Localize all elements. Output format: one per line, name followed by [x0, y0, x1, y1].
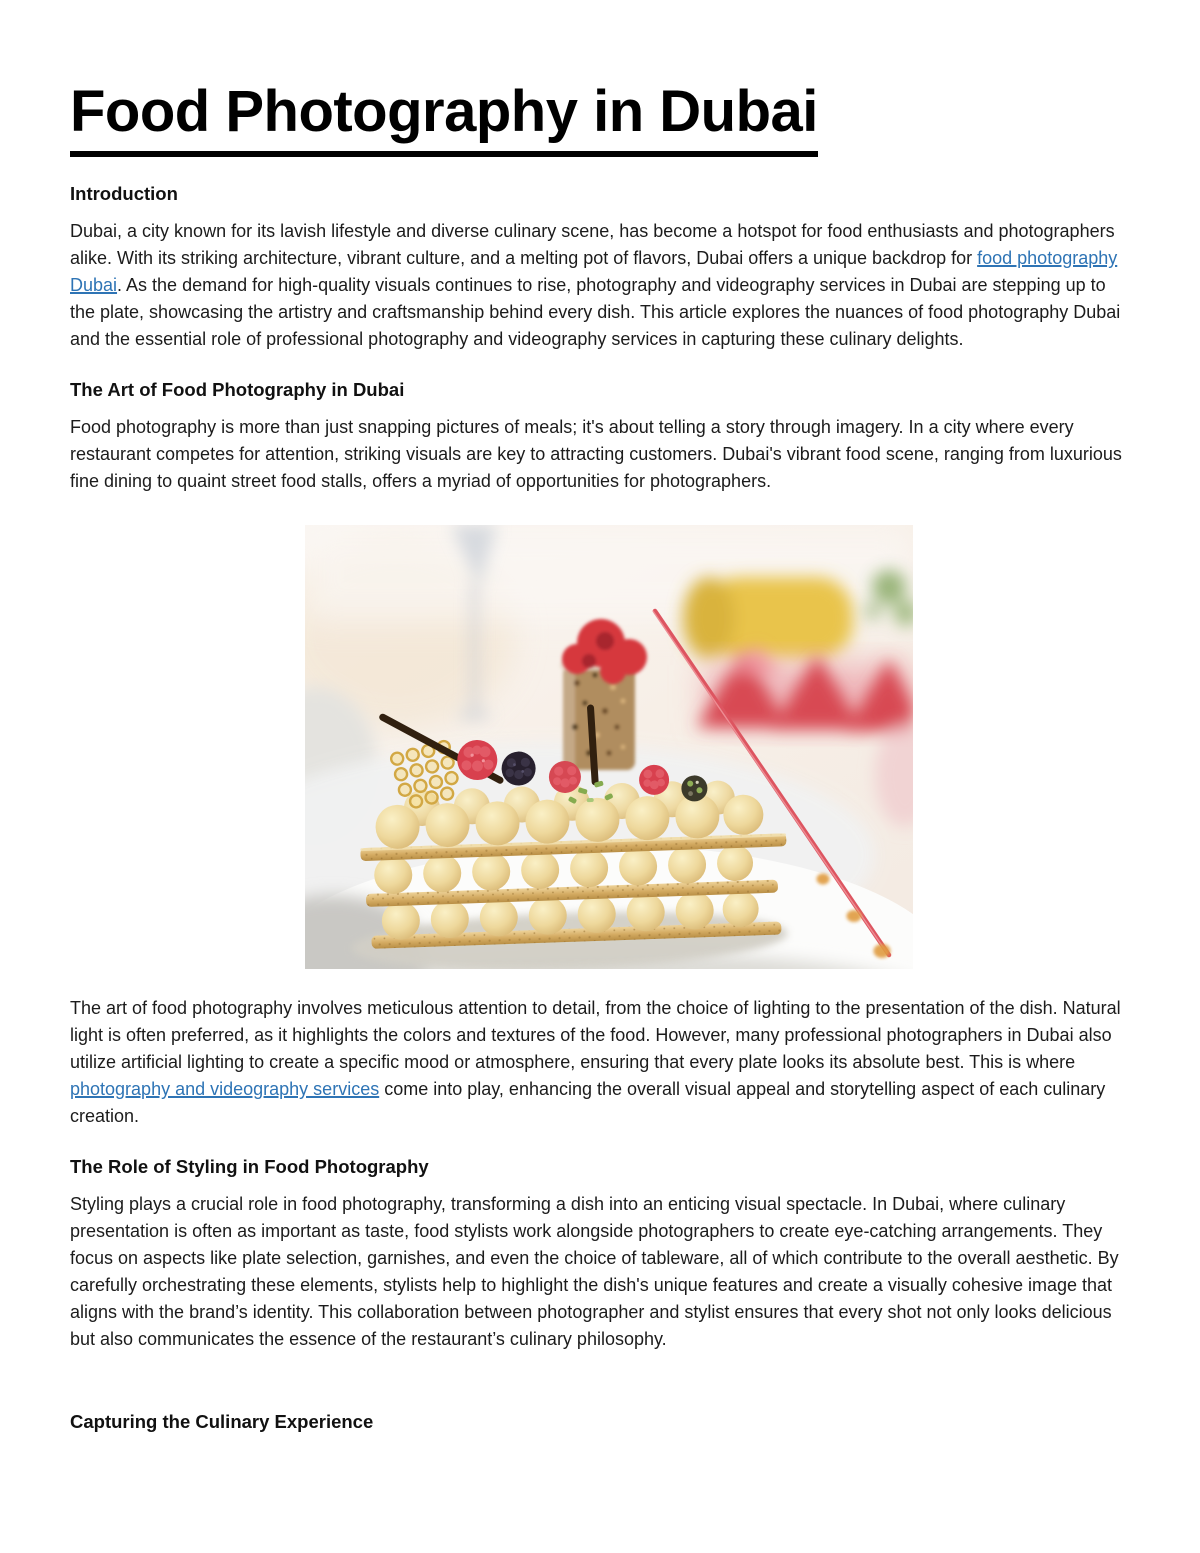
- heading-art-of-food-photography: The Art of Food Photography in Dubai: [70, 378, 405, 400]
- dessert-photo: [305, 525, 913, 969]
- heading-introduction: Introduction: [70, 182, 178, 204]
- paragraph-lighting: [70, 995, 1130, 1130]
- lighting-text-before-link: The art of food photography involves meticulous attention to detail, from the choice of lighting to the presentation of the dish. Natural light is often preferred, as it highlights the colors and textures of the food. However, many professional photographers in Dubai also utilize artificial lighting to create a specific mood or atmosphere, ensuring that every plate looks its absolute best. This is where: [70, 997, 1121, 1072]
- heading-role-of-styling: The Role of Styling in Food Photography: [70, 1155, 429, 1177]
- page-title: [70, 80, 1130, 145]
- introduction-text-before-link: Dubai, a city known for its lavish lifestyle and diverse culinary scene, has become a hotspot for food enthusiasts and photographers alike. With its striking architecture, vibrant culture, and a melting pot of flavors, Dubai offers a unique backdrop for: [70, 220, 1115, 268]
- paragraph-role-of-styling: Styling plays a crucial role in food photography, transforming a dish into an enticing visual spectacle. In Dubai, where culinary presentation is often as important as taste, food stylists work alongside photographers to create eye-catching arrangements. They focus on aspects like plate selection, garnishes, and even the choice of tableware, all of which contribute to the overall aesthetic. By carefully orchestrating these elements, stylists help to highlight the dish's unique features and create a visually cohesive image that aligns with the brand’s identity. This collaboration between photographer and stylist ensures that every shot not only looks delicious but also communicates the essence of the restaurant’s culinary philosophy.: [70, 1193, 1119, 1349]
- paragraph-art-of-food-photography: Food photography is more than just snapping pictures of meals; it's about telling a story through imagery. In a city where every restaurant competes for attention, striking visuals are key to attracting customers. Dubai's vibrant food scene, ranging from luxurious fine dining to quaint street food stalls, offers a myriad of opportunities for photographers.: [70, 416, 1122, 491]
- link-food-photography-dubai[interactable]: food photography Dubai: [70, 247, 1118, 295]
- link-photography-videography-services[interactable]: photography and videography services: [70, 1078, 380, 1099]
- lighting-text-after-link: come into play, enhancing the overall visual appeal and storytelling aspect of each culinary creation.: [70, 1078, 1106, 1126]
- dessert-photo-illustration: [305, 525, 913, 969]
- introduction-text-after-link: . As the demand for high-quality visuals continues to rise, photography and videography services in Dubai are stepping up to the plate, showcasing the artistry and craftsmanship behind every dish. This article explores the nuances of food photography Dubai and the essential role of professional photography and videography services in capturing these culinary delights.: [70, 274, 1121, 349]
- page-title-text: Food Photography in Dubai: [70, 79, 818, 157]
- paragraph-introduction: [70, 218, 1130, 353]
- heading-capturing-culinary-experience: Capturing the Culinary Experience: [70, 1410, 374, 1432]
